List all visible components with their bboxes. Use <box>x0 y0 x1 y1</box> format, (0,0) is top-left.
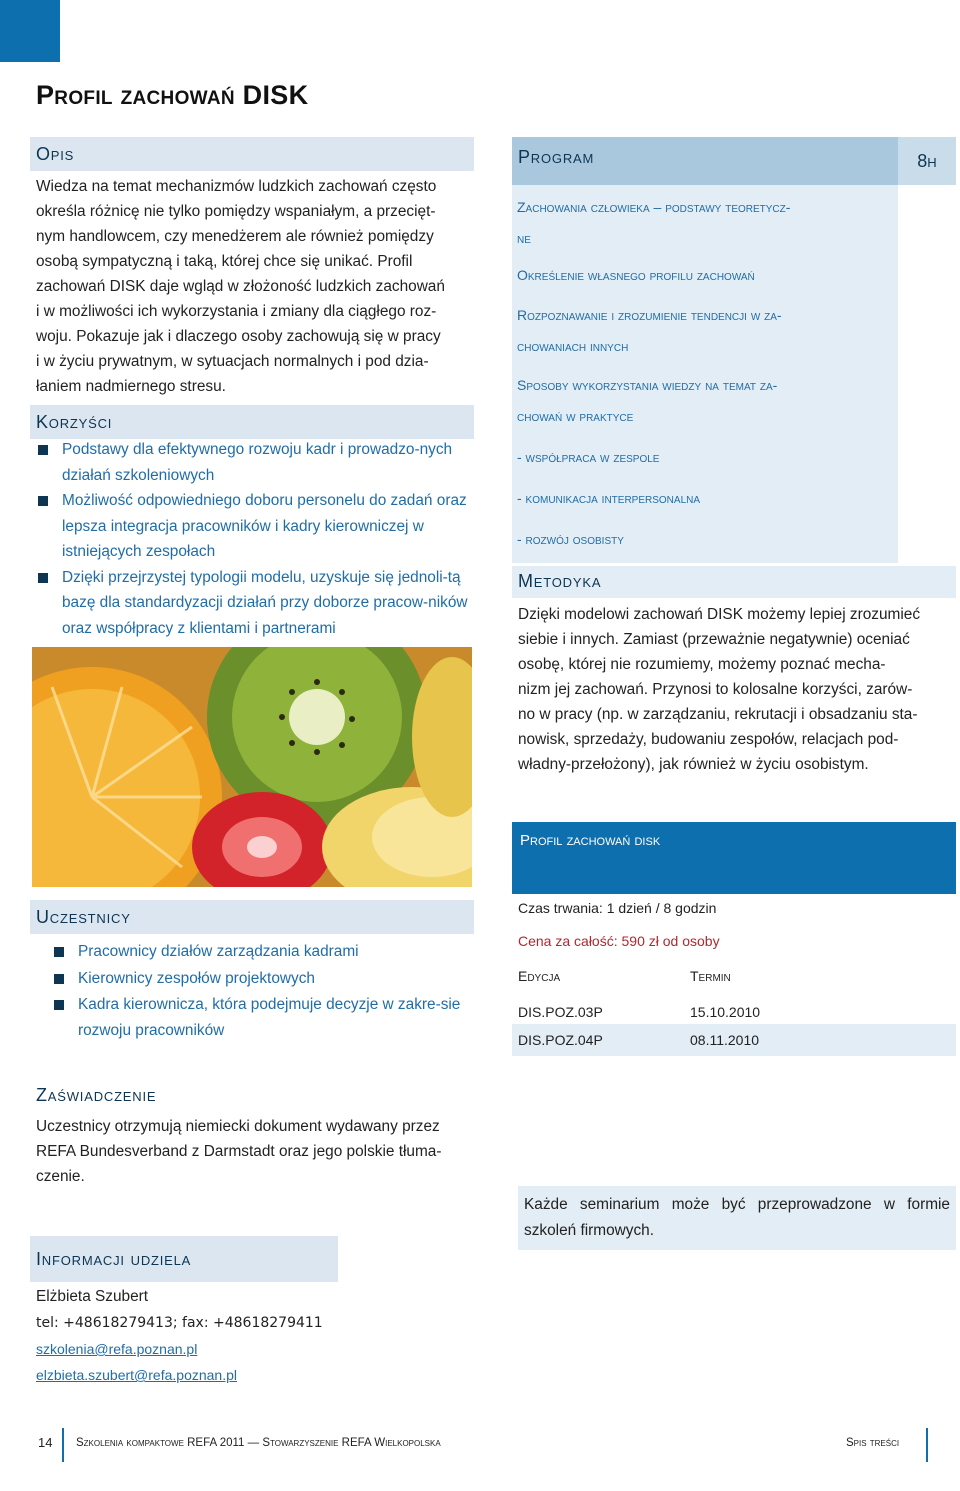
col-term-header: Termin <box>690 968 731 984</box>
korzysci-list <box>36 437 476 641</box>
edition-cell: DIS.POZ.03P <box>518 1004 603 1020</box>
profil-summary-title: Profil zachowań disk <box>520 832 661 849</box>
program-item: - komunikacja interpersonalna <box>517 490 701 506</box>
list-item: Dzięki przejrzystej typologii modelu, uzyskuje się jednoli-tą bazę dla standardyzacji działań przy doborze pracow-ników oraz współpracy z klientami i partnerami <box>36 565 476 642</box>
opis-line: osobą sympatyczną i taką, której chce się unikać. Profil <box>36 253 413 270</box>
program-hours: 8h <box>898 137 956 185</box>
metodyka-line: nizm jej zachowań. Przynosi to kolosalne korzyści, zarów- <box>518 681 913 698</box>
page-title: Profil zachowań DISK <box>36 80 309 110</box>
program-item: chowaniach innych <box>517 338 629 354</box>
program-list <box>512 192 898 555</box>
list-item: Podstawy dla efektywnego rozwoju kadr i prowadzo-nych działań szkoleniowych <box>36 437 476 488</box>
list-item: Kierownicy zespołów projektowych <box>52 966 462 992</box>
fruit-image <box>32 647 472 887</box>
contact-email-link[interactable]: elzbieta.szubert@refa.poznan.pl <box>36 1367 237 1383</box>
metodyka-line: no w pracy (np. w zarządzaniu, rekrutacji i obsadzaniu sta- <box>518 706 918 723</box>
program-item: Sposoby wykorzystania wiedzy na temat za- <box>517 377 778 393</box>
opis-heading: Opis <box>36 143 75 164</box>
table-header-row <box>512 960 956 992</box>
metodyka-line: Dzięki modelowi zachowań DISK możemy lepiej zrozumieć <box>518 606 921 623</box>
program-heading: Program <box>518 147 595 167</box>
term-cell: 15.10.2010 <box>690 1004 761 1020</box>
metodyka-line: władny-przełożony), jak również w życiu osobistym. <box>518 756 869 773</box>
opis-text <box>36 174 476 399</box>
brand-corner-block <box>0 0 60 62</box>
metodyka-line: osobę, której nie rozumiemy, możemy poznać mecha- <box>518 656 886 673</box>
footer-divider <box>62 1428 64 1462</box>
page-number: 14 <box>38 1435 53 1450</box>
note-box: Każde seminarium może być przeprowadzone w formie szkoleń firmowych. <box>518 1186 956 1250</box>
program-item: - współpraca w zespole <box>517 449 660 465</box>
list-item: Możliwość odpowiedniego doboru personelu do zadań oraz lepsza integracja pracowników i kadry kierowniczej w istniejących zespołach <box>36 488 476 565</box>
zaswiadczenie-line: Uczestnicy otrzymują niemiecki dokument wydawany przez <box>36 1118 440 1135</box>
table-row <box>512 1024 956 1056</box>
footer-divider <box>926 1428 928 1462</box>
zaswiadczenie-heading: Zaświadczenie <box>36 1084 157 1105</box>
program-item: - rozwój osobisty <box>517 531 624 547</box>
uczestnicy-heading-bar <box>30 900 474 934</box>
contact-name: Elżbieta Szubert <box>36 1288 149 1305</box>
edition-cell: DIS.POZ.04P <box>518 1032 603 1048</box>
metodyka-line: nowisk, sprzedaży, budowaniu zespołów, relacjach pod- <box>518 731 899 748</box>
metodyka-heading: Metodyka <box>518 571 602 591</box>
table-of-contents-link[interactable]: Spis treści <box>846 1437 900 1449</box>
zaswiadczenie-line: REFA Bundesverband z Darmstadt oraz jego polskie tłuma- <box>36 1143 442 1160</box>
list-item: Pracownicy działów zarządzania kadrami <box>52 939 462 965</box>
course-price: Cena za całość: 590 zł od osoby <box>518 933 720 949</box>
zaswiadczenie-heading-bar <box>30 1078 474 1112</box>
metodyka-text <box>518 602 958 777</box>
table-row <box>512 992 956 1024</box>
korzysci-heading: Korzyści <box>36 411 113 432</box>
opis-line: łaniem nadmiernego stresu. <box>36 378 226 395</box>
informacji-heading-bar <box>30 1236 338 1282</box>
metodyka-line: siebie i innych. Zamiast (przeważnie negatywnie) oceniać <box>518 631 910 648</box>
term-cell: 08.11.2010 <box>690 1032 760 1048</box>
opis-heading-bar <box>30 137 474 171</box>
korzysci-heading-bar <box>30 405 474 439</box>
opis-line: woju. Pokazuje jak i dlaczego osoby zachowują się w pracy <box>36 328 441 345</box>
program-item: ne <box>517 230 531 246</box>
program-item: Określenie własnego profilu zachowań <box>517 267 755 283</box>
zaswiadczenie-line: czenie. <box>36 1168 85 1185</box>
col-edition-header: Edycja <box>518 968 561 984</box>
zaswiadczenie-text <box>36 1114 476 1189</box>
list-item: Kadra kierownicza, która podejmuje decyzje w zakre-sie rozwoju pracowników <box>52 992 462 1043</box>
opis-line: zachowań DISK daje wgląd w złożoność ludzkich zachowań <box>36 278 445 295</box>
program-item: Zachowania człowieka – podstawy teoretycz- <box>517 199 791 215</box>
opis-line: i w możliwości ich wykorzystania i zmiany dla ciągłego roz- <box>36 303 437 320</box>
opis-line: i w życiu prywatnym, w sytuacjach normalnych i pod dzia- <box>36 353 429 370</box>
footer-title: Szkolenia kompaktowe REFA 2011 — Stowarzyszenie REFA Wielkopolska <box>76 1437 441 1449</box>
program-item: chowań w praktyce <box>517 408 634 424</box>
terms-table <box>512 960 956 1056</box>
contact-email-link[interactable]: szkolenia@refa.poznan.pl <box>36 1341 198 1357</box>
opis-line: nym handlowcem, czy menedżerem ale również pomiędzy <box>36 228 434 245</box>
opis-line: określa różnicę nie tylko pomiędzy wspaniałym, a przecięt- <box>36 203 436 220</box>
opis-line: Wiedza na temat mechanizmów ludzkich zachowań często <box>36 178 437 195</box>
course-duration: Czas trwania: 1 dzień / 8 godzin <box>518 900 717 916</box>
program-item: Rozpoznawanie i zrozumienie tendencji w za- <box>517 307 782 323</box>
fruit-photo <box>32 647 472 887</box>
contact-phone: tel: +48618279413; fax: +48618279411 <box>36 1315 323 1331</box>
informacji-heading: Informacji udziela <box>36 1248 192 1269</box>
uczestnicy-heading: Uczestnicy <box>36 906 131 927</box>
uczestnicy-list <box>52 939 462 1043</box>
